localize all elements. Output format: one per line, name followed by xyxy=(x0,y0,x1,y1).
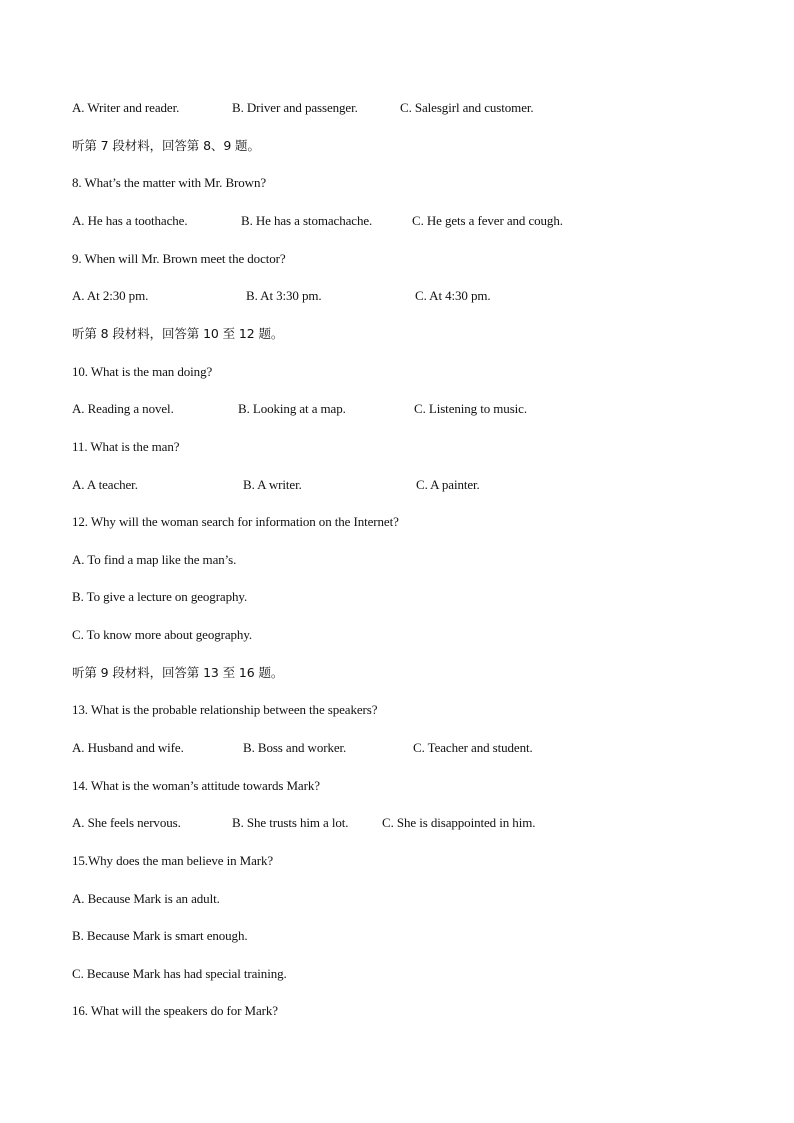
option-c-q12: C. To know more about geography. xyxy=(72,627,253,642)
option-b: B. Boss and worker. xyxy=(243,740,347,755)
option-c: C. She is disappointed in him. xyxy=(382,815,536,830)
option-a-q12: A. To find a map like the man’s. xyxy=(72,552,237,567)
option-b: B. She trusts him a lot. xyxy=(232,815,349,830)
question-14: 14. What is the woman’s attitude towards Mark? xyxy=(72,778,320,793)
option-b: B. A writer. xyxy=(243,477,302,492)
option-b: B. Driver and passenger. xyxy=(232,100,358,115)
section-heading-7: 听第 7 段材料，回答第 8、9 题。 xyxy=(72,138,260,153)
option-c: C. Teacher and student. xyxy=(413,740,533,755)
option-b-q15: B. Because Mark is smart enough. xyxy=(72,928,248,943)
option-a: A. Writer and reader. xyxy=(72,100,180,115)
question-11: 11. What is the man? xyxy=(72,439,180,454)
option-a: A. Reading a novel. xyxy=(72,401,174,416)
question-9: 9. When will Mr. Brown meet the doctor? xyxy=(72,251,286,266)
option-a: A. He has a toothache. xyxy=(72,213,188,228)
option-a: A. At 2:30 pm. xyxy=(72,288,149,303)
option-a: A. Husband and wife. xyxy=(72,740,184,755)
option-a-q15: A. Because Mark is an adult. xyxy=(72,891,220,906)
option-c: C. A painter. xyxy=(416,477,480,492)
option-b: B. He has a stomachache. xyxy=(241,213,373,228)
option-a: A. A teacher. xyxy=(72,477,138,492)
option-a: A. She feels nervous. xyxy=(72,815,181,830)
question-8: 8. What’s the matter with Mr. Brown? xyxy=(72,175,267,190)
option-c: C. Listening to music. xyxy=(414,401,527,416)
section-heading-8: 听第 8 段材料，回答第 10 至 12 题。 xyxy=(72,326,284,341)
option-b: B. Looking at a map. xyxy=(238,401,346,416)
option-c: C. Salesgirl and customer. xyxy=(400,100,534,115)
question-10: 10. What is the man doing? xyxy=(72,364,213,379)
question-15: 15.Why does the man believe in Mark? xyxy=(72,853,274,868)
question-16: 16. What will the speakers do for Mark? xyxy=(72,1003,278,1018)
question-13: 13. What is the probable relationship between the speakers? xyxy=(72,702,378,717)
option-b: B. At 3:30 pm. xyxy=(246,288,322,303)
option-b-q12: B. To give a lecture on geography. xyxy=(72,589,248,604)
option-c: C. He gets a fever and cough. xyxy=(412,213,563,228)
option-c-q15: C. Because Mark has had special training. xyxy=(72,966,287,981)
question-12: 12. Why will the woman search for information on the Internet? xyxy=(72,514,399,529)
section-heading-9: 听第 9 段材料，回答第 13 至 16 题。 xyxy=(72,665,284,680)
option-c: C. At 4:30 pm. xyxy=(415,288,491,303)
